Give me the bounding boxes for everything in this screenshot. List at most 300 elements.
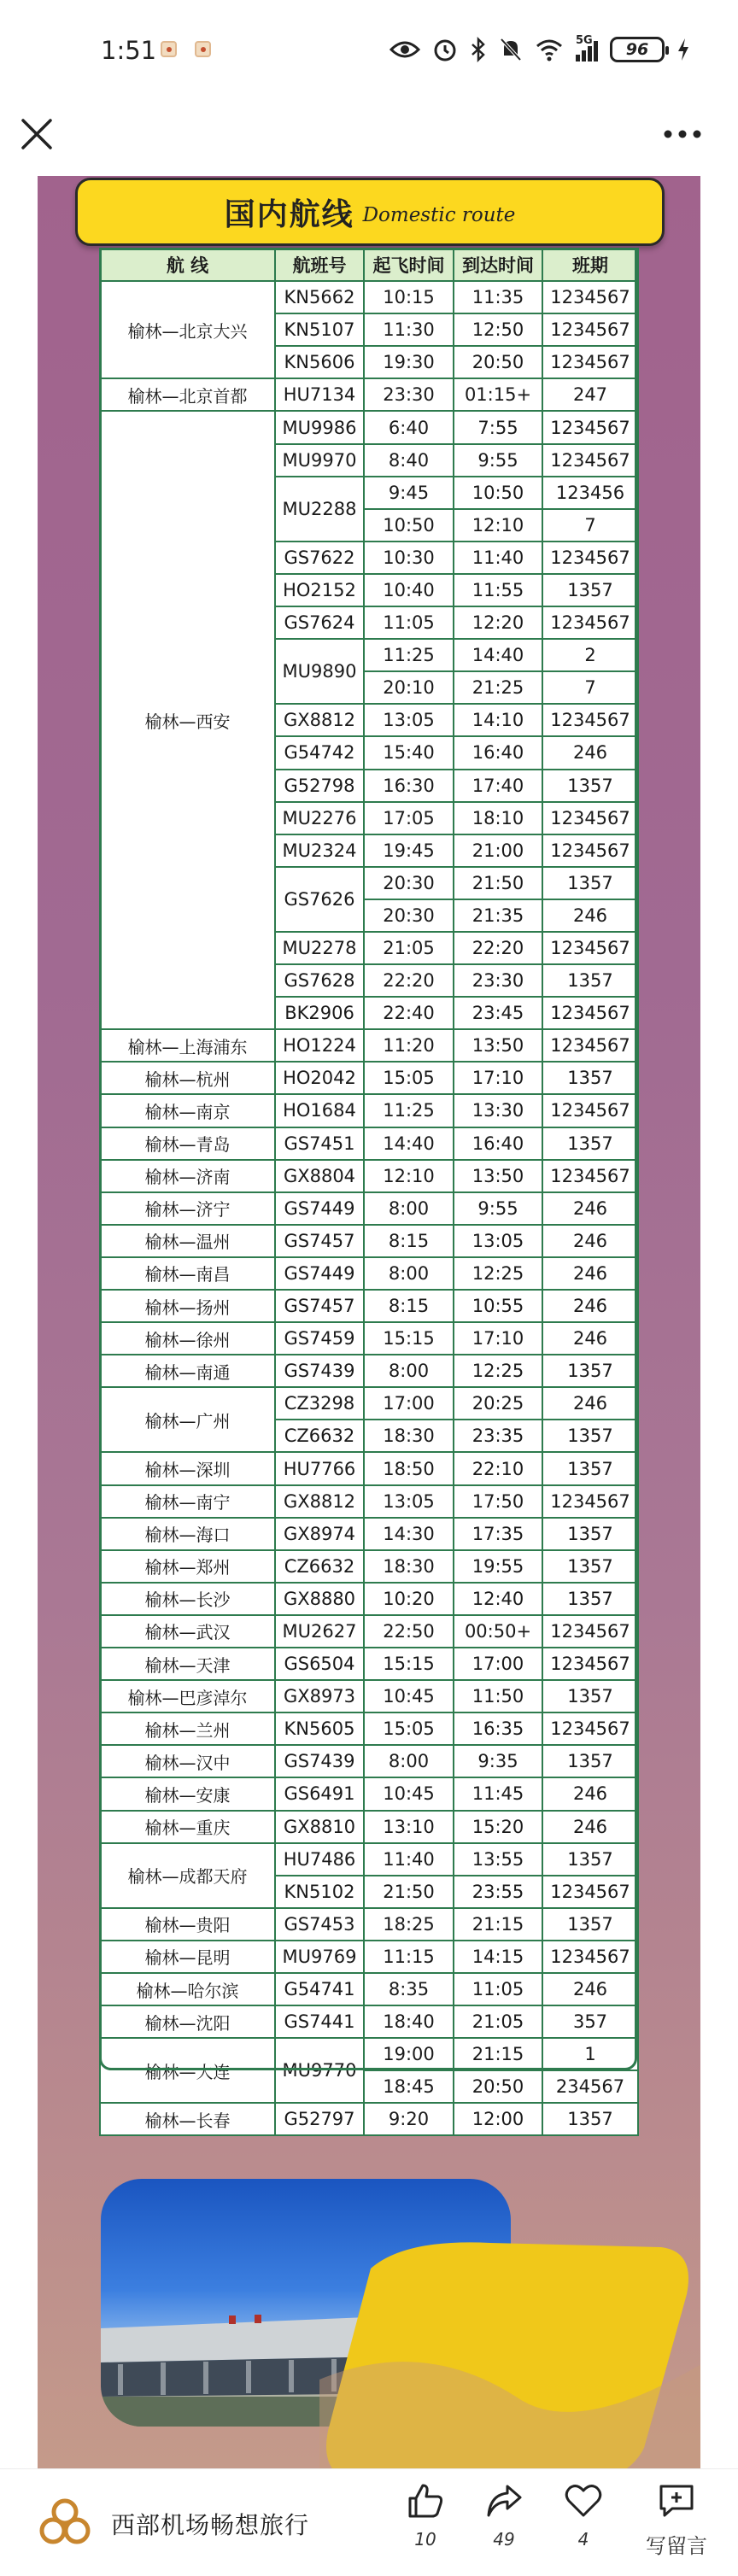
share-count: 49 <box>493 2529 515 2550</box>
flight-number-cell: GS7449 <box>275 1257 364 1290</box>
schedule-cell: 1357 <box>542 1127 638 1160</box>
departure-cell: 10:45 <box>364 1680 454 1712</box>
arrival-cell: 9:55 <box>454 444 542 477</box>
table-row <box>100 2038 638 2070</box>
bottom-action-bar <box>0 2468 738 2576</box>
schedule-cell: 1234567 <box>542 704 638 736</box>
flight-number-cell: G54742 <box>275 736 364 769</box>
departure-cell: 15:15 <box>364 1322 454 1355</box>
schedule-cell: 7 <box>542 509 638 542</box>
schedule-cell: 1234567 <box>542 411 638 443</box>
arrival-cell: 12:00 <box>454 2103 542 2135</box>
departure-cell: 17:05 <box>364 802 454 834</box>
flight-number-cell: MU9890 <box>275 639 364 704</box>
nav-bar <box>0 94 738 176</box>
departure-cell: 8:00 <box>364 1192 454 1225</box>
flight-number-cell: GX8974 <box>275 1518 364 1550</box>
flight-number-cell: GX8812 <box>275 1485 364 1518</box>
table-row <box>100 1192 638 1225</box>
network-type: 5G <box>576 34 593 47</box>
schedule-cell: 1357 <box>542 1680 638 1712</box>
flight-number-cell: MU9770 <box>275 2038 364 2103</box>
table-row <box>100 1387 638 1420</box>
arrival-cell: 17:10 <box>454 1322 542 1355</box>
table-row <box>100 1811 638 1843</box>
arrival-cell: 14:15 <box>454 1941 542 1973</box>
route-cell: 榆林—天津 <box>100 1648 275 1680</box>
table-row <box>100 1908 638 1941</box>
account-logo-icon[interactable] <box>34 2493 96 2555</box>
share-button[interactable] <box>470 2481 538 2575</box>
schedule-cell: 1234567 <box>542 313 638 346</box>
schedule-cell: 1357 <box>542 770 638 802</box>
arrival-cell: 21:35 <box>454 899 542 932</box>
flight-number-cell: GS7624 <box>275 606 364 639</box>
route-cell: 榆林—贵阳 <box>100 1908 275 1941</box>
flight-number-cell: GS7459 <box>275 1322 364 1355</box>
status-time: 1:51 <box>101 36 157 65</box>
route-cell: 榆林—长沙 <box>100 1583 275 1615</box>
flight-number-cell: G54741 <box>275 1973 364 2005</box>
table-row <box>100 1745 638 1777</box>
schedule-cell: 1234567 <box>542 1094 638 1127</box>
schedule-cell: 1357 <box>542 1583 638 1615</box>
arrival-cell: 12:20 <box>454 606 542 639</box>
departure-cell: 9:20 <box>364 2103 454 2135</box>
route-cell: 榆林—广州 <box>100 1387 275 1452</box>
route-cell: 榆林—大连 <box>100 2038 275 2103</box>
arrival-cell: 23:30 <box>454 964 542 997</box>
flight-number-cell: MU2276 <box>275 802 364 834</box>
flight-number-cell: HU7134 <box>275 378 364 411</box>
table-row <box>100 378 638 411</box>
route-cell: 榆林—哈尔滨 <box>100 1973 275 2005</box>
arrival-cell: 10:50 <box>454 477 542 509</box>
departure-cell: 15:40 <box>364 736 454 769</box>
departure-cell: 18:50 <box>364 1452 454 1484</box>
schedule-cell: 1234567 <box>542 444 638 477</box>
arrival-cell: 11:05 <box>454 1973 542 2005</box>
table-row <box>100 1615 638 1648</box>
route-cell: 榆林—济南 <box>100 1160 275 1192</box>
flight-number-cell: GS7453 <box>275 1908 364 1941</box>
route-cell: 榆林—扬州 <box>100 1290 275 1322</box>
status-icons <box>390 34 690 65</box>
arrival-cell: 15:20 <box>454 1811 542 1843</box>
flight-number-cell: GX8880 <box>275 1583 364 1615</box>
departure-cell: 18:30 <box>364 1420 454 1452</box>
flight-number-cell: GS7457 <box>275 1290 364 1322</box>
flight-number-cell: GS7439 <box>275 1745 364 1777</box>
schedule-cell: 1357 <box>542 1518 638 1550</box>
share-icon <box>484 2481 524 2520</box>
departure-cell: 10:50 <box>364 509 454 542</box>
arrival-cell: 13:50 <box>454 1029 542 1062</box>
schedule-cell: 1234567 <box>542 932 638 964</box>
schedule-cell: 246 <box>542 1257 638 1290</box>
schedule-cell: 1234567 <box>542 1876 638 1908</box>
arrival-cell: 21:15 <box>454 2038 542 2070</box>
arrival-cell: 20:25 <box>454 1387 542 1420</box>
departure-cell: 21:05 <box>364 932 454 964</box>
route-cell: 榆林—南京 <box>100 1094 275 1127</box>
arrival-cell: 9:55 <box>454 1192 542 1225</box>
table-row <box>100 2103 638 2135</box>
header-route: 航 线 <box>100 249 275 281</box>
departure-cell: 11:20 <box>364 1029 454 1062</box>
schedule-cell: 1234567 <box>542 1615 638 1648</box>
arrival-cell: 18:10 <box>454 802 542 834</box>
flight-number-cell: KN5102 <box>275 1876 364 1908</box>
heart-icon <box>564 2481 603 2520</box>
departure-cell: 19:00 <box>364 2038 454 2070</box>
arrival-cell: 17:40 <box>454 770 542 802</box>
favorite-button[interactable] <box>549 2481 618 2575</box>
route-cell: 榆林—徐州 <box>100 1322 275 1355</box>
schedule-cell: 2 <box>542 639 638 671</box>
header-schedule: 班期 <box>542 249 638 281</box>
schedule-cell: 1357 <box>542 1745 638 1777</box>
route-cell: 榆林—海口 <box>100 1518 275 1550</box>
route-cell: 榆林—济宁 <box>100 1192 275 1225</box>
schedule-cell: 1234567 <box>542 1029 638 1062</box>
route-cell: 榆林—兰州 <box>100 1712 275 1745</box>
departure-cell: 18:30 <box>364 1550 454 1583</box>
schedule-cell: 1357 <box>542 1420 638 1452</box>
battery-indicator: 96 <box>610 37 665 62</box>
arrival-cell: 12:25 <box>454 1257 542 1290</box>
comment-icon <box>657 2481 696 2520</box>
departure-cell: 10:30 <box>364 542 454 574</box>
schedule-cell: 1234567 <box>542 834 638 867</box>
table-row <box>100 1518 638 1550</box>
arrival-cell: 11:45 <box>454 1777 542 1810</box>
arrival-cell: 11:55 <box>454 574 542 606</box>
route-cell: 榆林—武汉 <box>100 1615 275 1648</box>
schedule-cell: 246 <box>542 1192 638 1225</box>
flight-number-cell: GS7457 <box>275 1225 364 1257</box>
route-cell: 榆林—北京大兴 <box>100 281 275 378</box>
route-cell: 榆林—长春 <box>100 2103 275 2135</box>
schedule-cell: 1234567 <box>542 606 638 639</box>
schedule-cell: 123456 <box>542 477 638 509</box>
arrival-cell: 16:40 <box>454 1127 542 1160</box>
comment-label: 写留言 <box>646 2534 707 2558</box>
flight-number-cell: GS6491 <box>275 1777 364 1810</box>
departure-cell: 20:30 <box>364 899 454 932</box>
schedule-cell: 234567 <box>542 2070 638 2103</box>
route-cell: 榆林—西安 <box>100 411 275 1029</box>
departure-cell: 16:30 <box>364 770 454 802</box>
wifi-icon <box>535 38 564 61</box>
schedule-cell: 1234567 <box>542 1941 638 1973</box>
flight-number-cell: MU9970 <box>275 444 364 477</box>
arrival-cell: 13:05 <box>454 1225 542 1257</box>
flight-number-cell: CZ6632 <box>275 1420 364 1452</box>
like-button[interactable] <box>391 2481 460 2575</box>
route-cell: 榆林—杭州 <box>100 1062 275 1094</box>
arrival-cell: 12:50 <box>454 313 542 346</box>
schedule-cell: 1234567 <box>542 281 638 313</box>
arrival-cell: 10:55 <box>454 1290 542 1322</box>
departure-cell: 11:15 <box>364 1941 454 1973</box>
flight-number-cell: CZ6632 <box>275 1550 364 1583</box>
departure-cell: 6:40 <box>364 411 454 443</box>
departure-cell: 8:40 <box>364 444 454 477</box>
schedule-cell: 1357 <box>542 1843 638 1876</box>
flight-number-cell: HO1224 <box>275 1029 364 1062</box>
notification-app-icon <box>161 41 177 57</box>
departure-cell: 11:05 <box>364 606 454 639</box>
route-cell: 榆林—南昌 <box>100 1257 275 1290</box>
schedule-cell: 1357 <box>542 1355 638 1387</box>
table-row <box>100 1941 638 1973</box>
departure-cell: 8:35 <box>364 1973 454 2005</box>
departure-cell: 22:40 <box>364 997 454 1029</box>
departure-cell: 8:00 <box>364 1355 454 1387</box>
close-icon[interactable] <box>19 116 55 152</box>
arrival-cell: 9:35 <box>454 1745 542 1777</box>
route-cell: 榆林—温州 <box>100 1225 275 1257</box>
flight-number-cell: GS7449 <box>275 1192 364 1225</box>
departure-cell: 14:30 <box>364 1518 454 1550</box>
departure-cell: 15:15 <box>364 1648 454 1680</box>
charging-icon <box>676 38 690 61</box>
schedule-cell: 1234567 <box>542 1648 638 1680</box>
table-row <box>100 1290 638 1322</box>
arrival-cell: 00:50+ <box>454 1615 542 1648</box>
arrival-cell: 12:25 <box>454 1355 542 1387</box>
schedule-cell: 247 <box>542 378 638 411</box>
departure-cell: 13:10 <box>364 1811 454 1843</box>
route-poster <box>38 176 700 2468</box>
arrival-cell: 13:30 <box>454 1094 542 1127</box>
flight-number-cell: GX8812 <box>275 704 364 736</box>
banner-title-cn: 国内航线 <box>224 196 354 232</box>
flight-number-cell: G52797 <box>275 2103 364 2135</box>
flight-number-cell: MU2324 <box>275 834 364 867</box>
arrival-cell: 21:05 <box>454 2005 542 2038</box>
table-row <box>100 1127 638 1160</box>
flight-number-cell: KN5662 <box>275 281 364 313</box>
departure-cell: 19:30 <box>364 346 454 378</box>
schedule-cell: 246 <box>542 1290 638 1322</box>
departure-cell: 11:30 <box>364 313 454 346</box>
arrival-cell: 16:35 <box>454 1712 542 1745</box>
table-row <box>100 1452 638 1484</box>
comment-button[interactable] <box>634 2481 719 2575</box>
departure-cell: 17:00 <box>364 1387 454 1420</box>
flight-number-cell: GX8810 <box>275 1811 364 1843</box>
schedule-cell: 1357 <box>542 1062 638 1094</box>
table-row <box>100 281 638 313</box>
schedule-cell: 1 <box>542 2038 638 2070</box>
table-row <box>100 1029 638 1062</box>
table-row <box>100 1680 638 1712</box>
route-cell: 榆林—深圳 <box>100 1452 275 1484</box>
flight-number-cell: GS7441 <box>275 2005 364 2038</box>
route-cell: 榆林—青岛 <box>100 1127 275 1160</box>
flight-number-cell: GX8804 <box>275 1160 364 1192</box>
route-cell: 榆林—上海浦东 <box>100 1029 275 1062</box>
departure-cell: 22:50 <box>364 1615 454 1648</box>
alarm-icon <box>432 37 458 62</box>
table-row <box>100 1160 638 1192</box>
route-cell: 榆林—北京首都 <box>100 378 275 411</box>
departure-cell: 10:40 <box>364 574 454 606</box>
flight-number-cell: GS7439 <box>275 1355 364 1387</box>
departure-cell: 11:25 <box>364 1094 454 1127</box>
departure-cell: 8:00 <box>364 1257 454 1290</box>
departure-cell: 13:05 <box>364 704 454 736</box>
banner-title-en: Domestic route <box>362 204 516 226</box>
status-bar <box>0 0 738 94</box>
account-name[interactable]: 西部机场畅想旅行 <box>111 2511 310 2539</box>
route-cell: 榆林—重庆 <box>100 1811 275 1843</box>
departure-cell: 10:45 <box>364 1777 454 1810</box>
table-row <box>100 1485 638 1518</box>
schedule-cell: 246 <box>542 736 638 769</box>
flight-number-cell: MU2627 <box>275 1615 364 1648</box>
schedule-cell: 246 <box>542 1973 638 2005</box>
arrival-cell: 20:50 <box>454 346 542 378</box>
route-cell: 榆林—沈阳 <box>100 2005 275 2038</box>
arrival-cell: 21:15 <box>454 1908 542 1941</box>
departure-cell: 18:45 <box>364 2070 454 2103</box>
flight-number-cell: HO2042 <box>275 1062 364 1094</box>
schedule-cell: 1234567 <box>542 1712 638 1745</box>
arrival-cell: 11:40 <box>454 542 542 574</box>
arrival-cell: 23:35 <box>454 1420 542 1452</box>
schedule-cell: 1234567 <box>542 802 638 834</box>
header-arrival: 到达时间 <box>454 249 542 281</box>
schedule-cell: 1234567 <box>542 346 638 378</box>
flight-number-cell: MU2288 <box>275 477 364 542</box>
arrival-cell: 7:55 <box>454 411 542 443</box>
arrival-cell: 12:10 <box>454 509 542 542</box>
schedule-cell: 246 <box>542 1387 638 1420</box>
schedule-cell: 1357 <box>542 867 638 899</box>
departure-cell: 13:05 <box>364 1485 454 1518</box>
table-row <box>100 1843 638 1876</box>
departure-cell: 15:05 <box>364 1062 454 1094</box>
arrival-cell: 21:50 <box>454 867 542 899</box>
table-row <box>100 1225 638 1257</box>
flight-number-cell: MU2278 <box>275 932 364 964</box>
schedule-cell: 246 <box>542 899 638 932</box>
flight-number-cell: KN5107 <box>275 313 364 346</box>
flight-number-cell: HU7486 <box>275 1843 364 1876</box>
schedule-cell: 1357 <box>542 2103 638 2135</box>
departure-cell: 9:45 <box>364 477 454 509</box>
schedule-cell: 1234567 <box>542 542 638 574</box>
arrival-cell: 14:40 <box>454 639 542 671</box>
departure-cell: 12:10 <box>364 1160 454 1192</box>
eye-icon <box>390 39 420 60</box>
table-row <box>100 1712 638 1745</box>
flight-number-cell: MU9986 <box>275 411 364 443</box>
arrival-cell: 19:55 <box>454 1550 542 1583</box>
departure-cell: 10:15 <box>364 281 454 313</box>
table-row <box>100 1062 638 1094</box>
flight-table-body <box>100 281 638 2135</box>
table-row <box>100 1322 638 1355</box>
poster-banner <box>75 178 665 246</box>
flight-number-cell: G52798 <box>275 770 364 802</box>
table-row <box>100 1550 638 1583</box>
departure-cell: 20:30 <box>364 867 454 899</box>
arrival-cell: 13:55 <box>454 1843 542 1876</box>
table-row <box>100 1583 638 1615</box>
departure-cell: 18:40 <box>364 2005 454 2038</box>
table-row <box>100 2005 638 2038</box>
schedule-cell: 1357 <box>542 1908 638 1941</box>
departure-cell: 14:40 <box>364 1127 454 1160</box>
arrival-cell: 23:45 <box>454 997 542 1029</box>
arrival-cell: 17:35 <box>454 1518 542 1550</box>
flight-schedule-table <box>99 248 639 2136</box>
like-count: 10 <box>414 2529 436 2550</box>
table-row <box>100 1648 638 1680</box>
arrival-cell: 21:00 <box>454 834 542 867</box>
departure-cell: 8:00 <box>364 1745 454 1777</box>
schedule-cell: 357 <box>542 2005 638 2038</box>
schedule-cell: 246 <box>542 1811 638 1843</box>
schedule-cell: 1357 <box>542 1550 638 1583</box>
route-cell: 榆林—昆明 <box>100 1941 275 1973</box>
arrival-cell: 21:25 <box>454 671 542 704</box>
departure-cell: 11:40 <box>364 1843 454 1876</box>
schedule-cell: 1234567 <box>542 1160 638 1192</box>
thumbs-up-icon <box>406 2481 445 2520</box>
arrival-cell: 01:15+ <box>454 378 542 411</box>
flight-number-cell: MU9769 <box>275 1941 364 1973</box>
schedule-cell: 246 <box>542 1777 638 1810</box>
route-cell: 榆林—安康 <box>100 1777 275 1810</box>
bluetooth-icon <box>470 37 487 62</box>
departure-cell: 21:50 <box>364 1876 454 1908</box>
table-row <box>100 1094 638 1127</box>
arrival-cell: 16:40 <box>454 736 542 769</box>
schedule-cell: 1357 <box>542 964 638 997</box>
flight-number-cell: KN5606 <box>275 346 364 378</box>
arrival-cell: 22:10 <box>454 1452 542 1484</box>
arrival-cell: 11:35 <box>454 281 542 313</box>
departure-cell: 23:30 <box>364 378 454 411</box>
flight-number-cell: GS7626 <box>275 867 364 932</box>
arrival-cell: 23:55 <box>454 1876 542 1908</box>
more-options-icon[interactable] <box>661 120 704 149</box>
table-header-row <box>100 249 638 281</box>
arrival-cell: 20:50 <box>454 2070 542 2103</box>
flight-number-cell: GS7451 <box>275 1127 364 1160</box>
schedule-cell: 1234567 <box>542 1485 638 1518</box>
flight-number-cell: GX8973 <box>275 1680 364 1712</box>
departure-cell: 8:15 <box>364 1290 454 1322</box>
table-row <box>100 411 638 443</box>
departure-cell: 8:15 <box>364 1225 454 1257</box>
arrival-cell: 14:10 <box>454 704 542 736</box>
departure-cell: 20:10 <box>364 671 454 704</box>
route-cell: 榆林—南宁 <box>100 1485 275 1518</box>
departure-cell: 18:25 <box>364 1908 454 1941</box>
schedule-cell: 1357 <box>542 574 638 606</box>
favorite-count: 4 <box>577 2529 589 2550</box>
mute-bell-icon <box>499 37 523 62</box>
arrival-cell: 17:00 <box>454 1648 542 1680</box>
flight-number-cell: HO1684 <box>275 1094 364 1127</box>
schedule-cell: 246 <box>542 1225 638 1257</box>
